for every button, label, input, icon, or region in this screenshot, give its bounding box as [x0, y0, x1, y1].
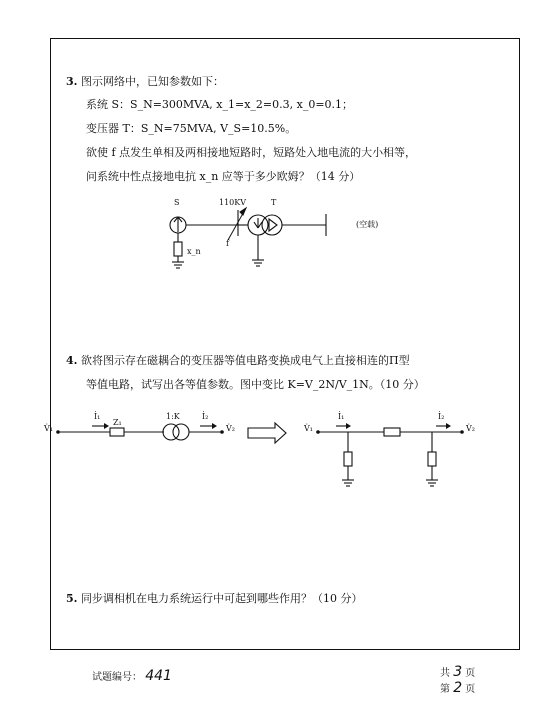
label-v2-left: V̇₂: [226, 424, 235, 433]
page-current-label: 第: [440, 684, 450, 695]
z1-impedance: [110, 428, 124, 436]
pi-shunt-right: [428, 452, 436, 466]
q3-transformer-params: 变压器 T：S_N=75MVA, V_S=10.5%。: [86, 122, 297, 135]
q5-line: [66, 592, 362, 605]
q5-number: 5.: [66, 592, 78, 605]
q3-system-params: 系统 S：S_N=300MVA, x_1=x_2=0.3, x_0=0.1；: [86, 98, 354, 111]
label-f: f: [226, 239, 229, 248]
exam-code-value: 441: [145, 668, 172, 684]
transform-arrow: [248, 423, 286, 443]
label-i1-left: İ₁: [94, 412, 101, 421]
q4-number: 4.: [66, 354, 78, 367]
label-t: T: [271, 198, 277, 207]
label-ratio: 1:K: [166, 412, 180, 421]
label-s: S: [174, 198, 180, 207]
label-z1: Z₁: [113, 418, 122, 427]
label-v2-right: V̇₂: [466, 424, 475, 433]
label-v1-right: V̇₁: [304, 424, 313, 433]
page-current: [440, 680, 475, 696]
q5-text: 同步调相机在电力系统运行中可起到哪些作用？（10 分）: [80, 592, 363, 605]
page-current-unit: 页: [465, 684, 476, 695]
label-v1-left: V̇₁: [44, 424, 53, 433]
label-xn: x_n: [187, 247, 201, 256]
pi-series-impedance: [384, 428, 400, 436]
page-current-value: 2: [453, 680, 463, 696]
label-110kv: 110KV: [219, 198, 247, 207]
q4-line1-text: 欲将图示存在磁耦合的变压器等值电路变换成电气上直接相连的Π型: [80, 354, 410, 367]
exam-code: [92, 668, 172, 684]
q3-question-line1: 欲使 f 点发生单相及两相接地短路时，短路处入地电流的大小相等，: [86, 146, 417, 159]
q4-line2: 等值电路，试写出各等值参数。图中变比 K=V_2N/V_1N。（10 分）: [86, 378, 425, 391]
label-i2-right: İ₂: [438, 412, 445, 421]
ideal-transformer-left: [163, 424, 179, 440]
q3-intro-text: 图示网络中，已知参数如下：: [80, 75, 224, 88]
label-i1-right: İ₁: [338, 412, 345, 421]
page-total-label: 共: [440, 668, 450, 679]
exam-code-label: 试题编号：: [92, 672, 142, 683]
page-total-unit: 页: [465, 668, 476, 679]
q3-question-line2: 问系统中性点接地电抗 x_n 应等于多少欧姆？（14 分）: [86, 170, 361, 183]
ideal-transformer-right: [173, 424, 189, 440]
pi-shunt-left: [344, 452, 352, 466]
page-total-value: 3: [453, 664, 463, 680]
label-noload: (空载): [356, 220, 379, 229]
label-i2-left: İ₂: [202, 412, 209, 421]
q3-number: 3.: [66, 75, 78, 88]
page-total: [440, 664, 475, 680]
